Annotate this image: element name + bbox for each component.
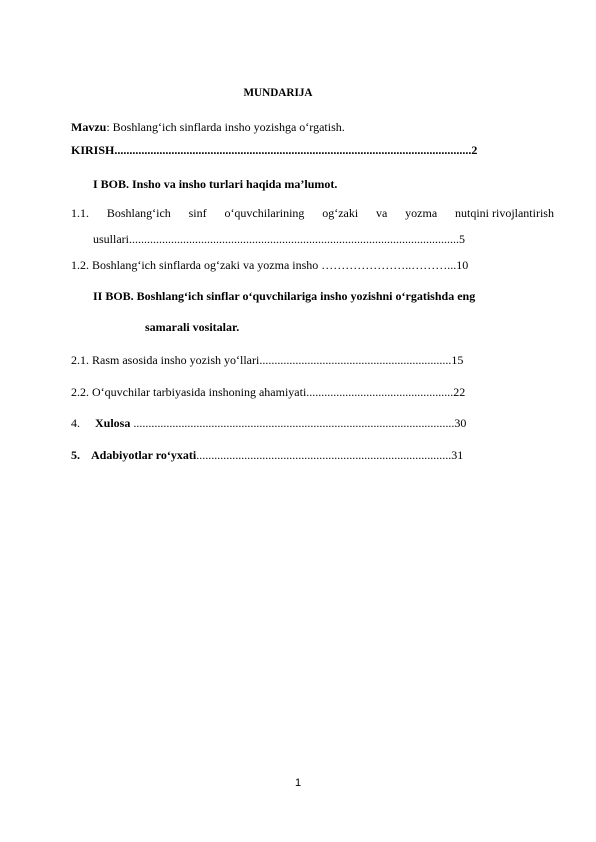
- topic-label: Mavzu: [71, 120, 107, 134]
- toc-word: sinf: [188, 206, 207, 220]
- toc-entry-1-2: 1.2. Boshlang‘ich sinflarda og‘zaki va yozma insho …………………..………...10: [71, 258, 469, 272]
- topic-text: : Boshlang‘ich sinflarda insho yozishga o‘rgatish.: [106, 120, 345, 134]
- toc-label: Xulosa: [95, 416, 131, 430]
- toc-word: va: [376, 206, 388, 220]
- toc-word: yozma: [405, 206, 438, 220]
- toc-number: 5.: [71, 448, 80, 462]
- toc-word: nutqini rivojlantirish: [454, 206, 554, 220]
- toc-leader: .....................................................................................31: [196, 448, 464, 462]
- toc-entry-1-1-continued: usullari..............................................................................................................5: [93, 232, 465, 246]
- page-number: 1: [294, 777, 302, 789]
- toc-label: Adabiyotlar ro‘yxati: [91, 448, 197, 462]
- chapter-1-heading: I BOB. Insho va insho turlari haqida ma’lumot.: [93, 177, 338, 191]
- toc-number: 4.: [71, 416, 80, 430]
- toc-entry-2-1: 2.1. Rasm asosida insho yozish yo‘llari................................................................15: [71, 353, 464, 367]
- toc-word: og‘zaki: [322, 206, 359, 220]
- toc-entry-2-2: 2.2. O‘quvchilar tarbiyasida inshoning ahamiyati.................................................22: [71, 385, 466, 399]
- page-title: MUNDARIJA: [243, 85, 313, 99]
- toc-word: o‘quvchilarining: [224, 206, 305, 220]
- chapter-2-heading: II BOB. Boshlang‘ich sinflar o‘quvchilariga insho yozishni o‘rgatishda eng: [93, 289, 476, 303]
- toc-leader: ...........................................................................................................30: [130, 416, 467, 430]
- toc-word: Boshlang‘ich: [106, 206, 171, 220]
- topic-line: [71, 120, 345, 135]
- toc-entry-intro: KIRISH.......................................................................................................................2: [71, 143, 478, 157]
- toc-entry-5: [71, 448, 463, 463]
- toc-entry-1-1: [71, 206, 554, 221]
- chapter-2-heading-continued: samarali vositalar.: [145, 320, 240, 334]
- toc-entry-4: [71, 416, 466, 431]
- toc-word: 1.1.: [71, 206, 89, 220]
